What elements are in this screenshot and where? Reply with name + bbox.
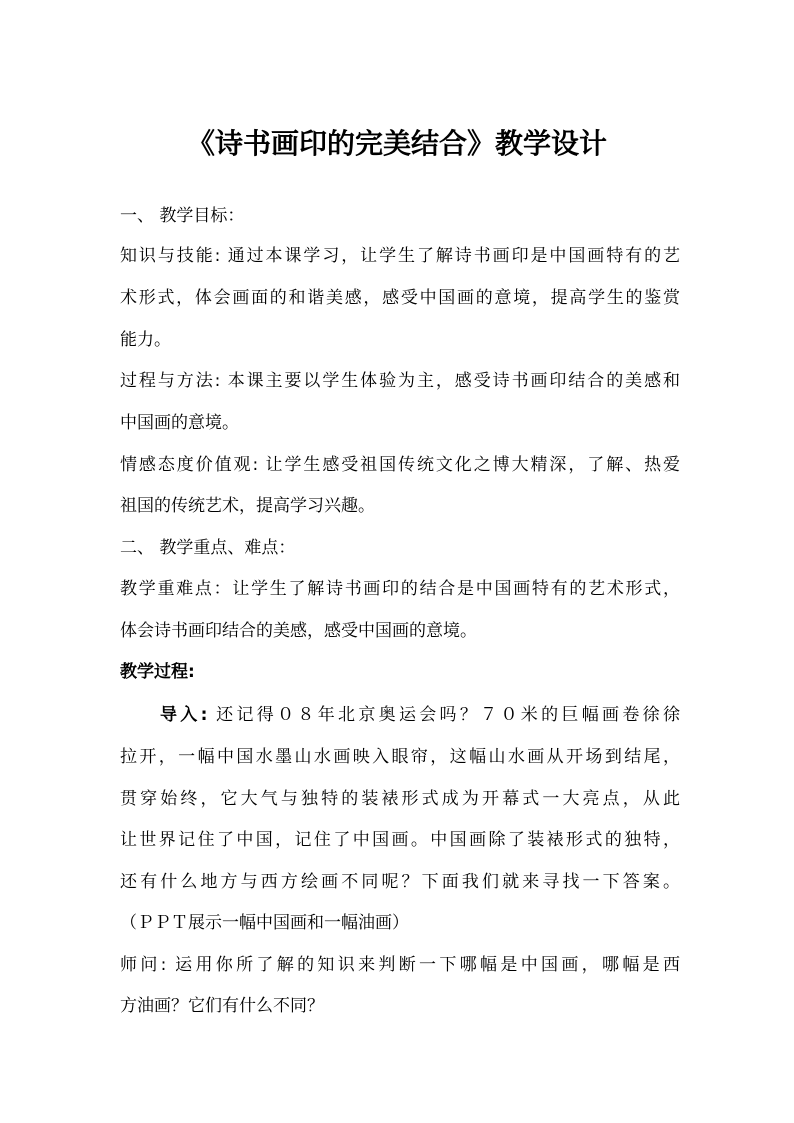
teacher-question-line-1: 师问: 运用你所了解的知识来判断一下哪幅是中国画，哪幅是西 (120, 955, 680, 975)
emotion-values-line-1: 情感态度价值观: 让学生感受祖国传统文化之博大精深，了解、热爱 (120, 455, 680, 475)
emotion-values-line-2: 祖国的传统艺术，提高学习兴趣。 (120, 496, 375, 516)
process-method-line-1: 过程与方法: 本课主要以学生体验为主，感受诗书画印结合的美感和 (120, 371, 680, 391)
section2-heading: 二、 教学重点、难点： (120, 538, 296, 558)
document-title: 《诗书画印的完美结合》教学设计 (186, 127, 607, 160)
intro-line-3: 贯穿始终，它大气与独特的装裱形式成为开幕式一大亮点，从此 (120, 789, 680, 809)
intro-label: 导入: (160, 705, 208, 725)
section1-heading: 一、 教学目标： (120, 206, 245, 226)
ppt-note: （ＰＰＴ展示一幅中国画和一幅油画） (120, 913, 409, 933)
teacher-question-line-2: 方油画？它们有什么不同？ (120, 996, 324, 1016)
knowledge-skills-line-2: 术形式，体会画面的和谐美感，感受中国画的意境，提高学生的鉴赏 (120, 288, 680, 308)
intro-line-5: 还有什么地方与西方绘画不同呢？下面我们就来寻找一下答案。 (120, 872, 680, 892)
key-difficulty-line-2: 体会诗书画印结合的美感，感受中国画的意境。 (120, 621, 477, 641)
knowledge-skills-line-1: 知识与技能: 通过本课学习，让学生了解诗书画印是中国画特有的艺 (120, 246, 680, 266)
intro-line-2: 拉开，一幅中国水墨山水画映入眼帘，这幅山水画从开场到结尾， (120, 747, 680, 767)
section3-heading: 教学过程: (120, 662, 195, 682)
knowledge-skills-line-3: 能力。 (120, 330, 171, 350)
intro-line-4: 让世界记住了中国，记住了中国画。中国画除了装裱形式的独特， (120, 830, 680, 850)
intro-line-1 (120, 703, 680, 727)
process-method-line-2: 中国画的意境。 (120, 413, 239, 433)
key-difficulty-line-1: 教学重难点：让学生了解诗书画印的结合是中国画特有的艺术形式， (120, 579, 680, 599)
intro-first-line-text: 还记得０８年北京奥运会吗？７０米的巨幅画卷徐徐 (207, 705, 680, 725)
